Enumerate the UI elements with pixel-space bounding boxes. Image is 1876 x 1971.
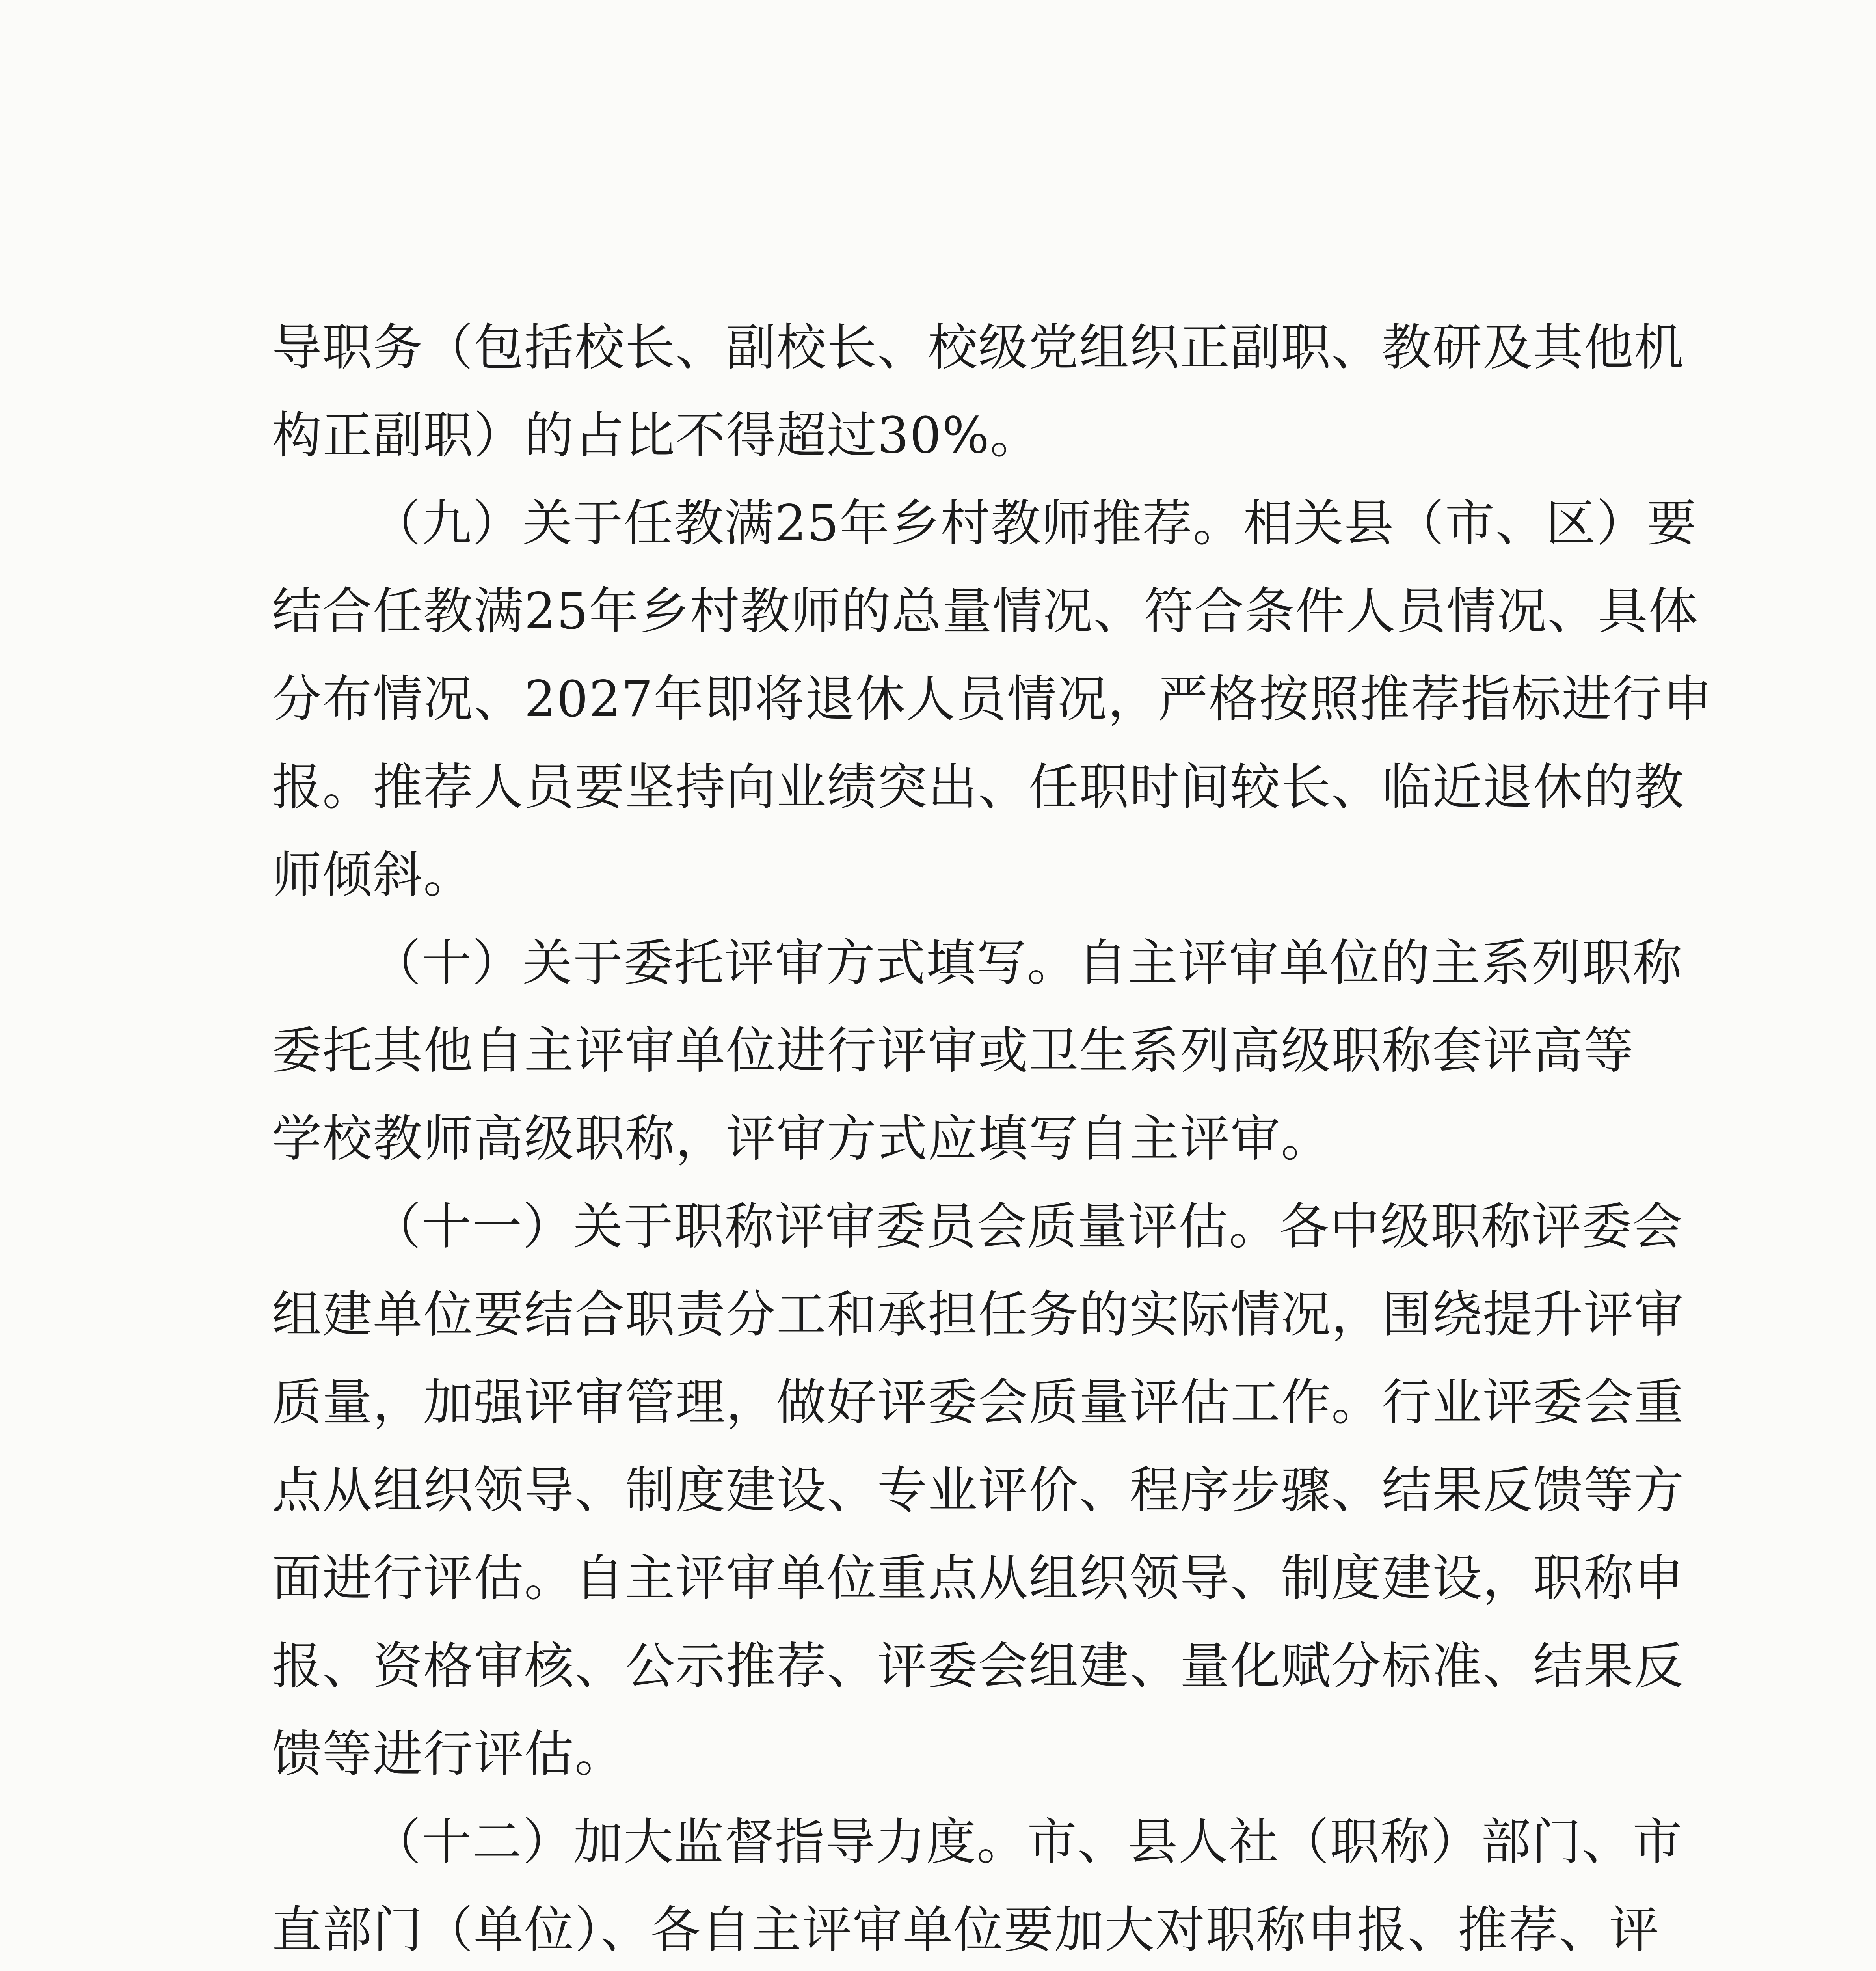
text-line: 分布情况、2027年即将退休人员情况，严格按照推荐指标进行申	[272, 670, 1713, 728]
body-text	[272, 304, 1713, 1971]
text-line: 结合任教满25年乡村教师的总量情况、符合条件人员情况、具体	[272, 582, 1699, 640]
text-line: 学校教师高级职称，评审方式应填写自主评审。	[272, 1110, 1331, 1168]
text-line: 导职务（包括校长、副校长、校级党组织正副职、教研及其他机	[272, 319, 1684, 376]
text-line: 报。推荐人员要坚持向业绩突出、任职时间较长、临近退休的教	[272, 758, 1684, 816]
text-line: 质量，加强评审管理，做好评委会质量评估工作。行业评委会重	[272, 1373, 1684, 1431]
text-line: 师倾斜。	[272, 846, 474, 904]
text-line: 委托其他自主评审单位进行评审或卫生系列高级职称套评高等	[272, 1022, 1634, 1080]
text-line: 报、资格审核、公示推荐、评委会组建、量化赋分标准、结果反	[272, 1637, 1684, 1695]
text-line: 面进行评估。自主评审单位重点从组织领导、制度建设，职称申	[272, 1549, 1684, 1607]
text-line: （十二）加大监督指导力度。市、县人社（职称）部门、市	[371, 1813, 1683, 1871]
text-line: 点从组织领导、制度建设、专业评价、程序步骤、结果反馈等方	[272, 1461, 1684, 1519]
text-line: （十一）关于职称评审委员会质量评估。各中级职称评委会	[371, 1198, 1683, 1256]
text-line: （九）关于任教满25年乡村教师推荐。相关县（市、区）要	[371, 494, 1697, 552]
text-line: （十）关于委托评审方式填写。自主评审单位的主系列职称	[371, 934, 1683, 992]
text-line: 构正副职）的占比不得超过30%。	[272, 406, 1041, 464]
text-line: 组建单位要结合职责分工和承担任务的实际情况，围绕提升评审	[272, 1285, 1684, 1343]
text-line: 馈等进行评估。	[272, 1725, 625, 1783]
text-line: 直部门（单位）、各自主评审单位要加大对职称申报、推荐、评	[272, 1901, 1660, 1959]
